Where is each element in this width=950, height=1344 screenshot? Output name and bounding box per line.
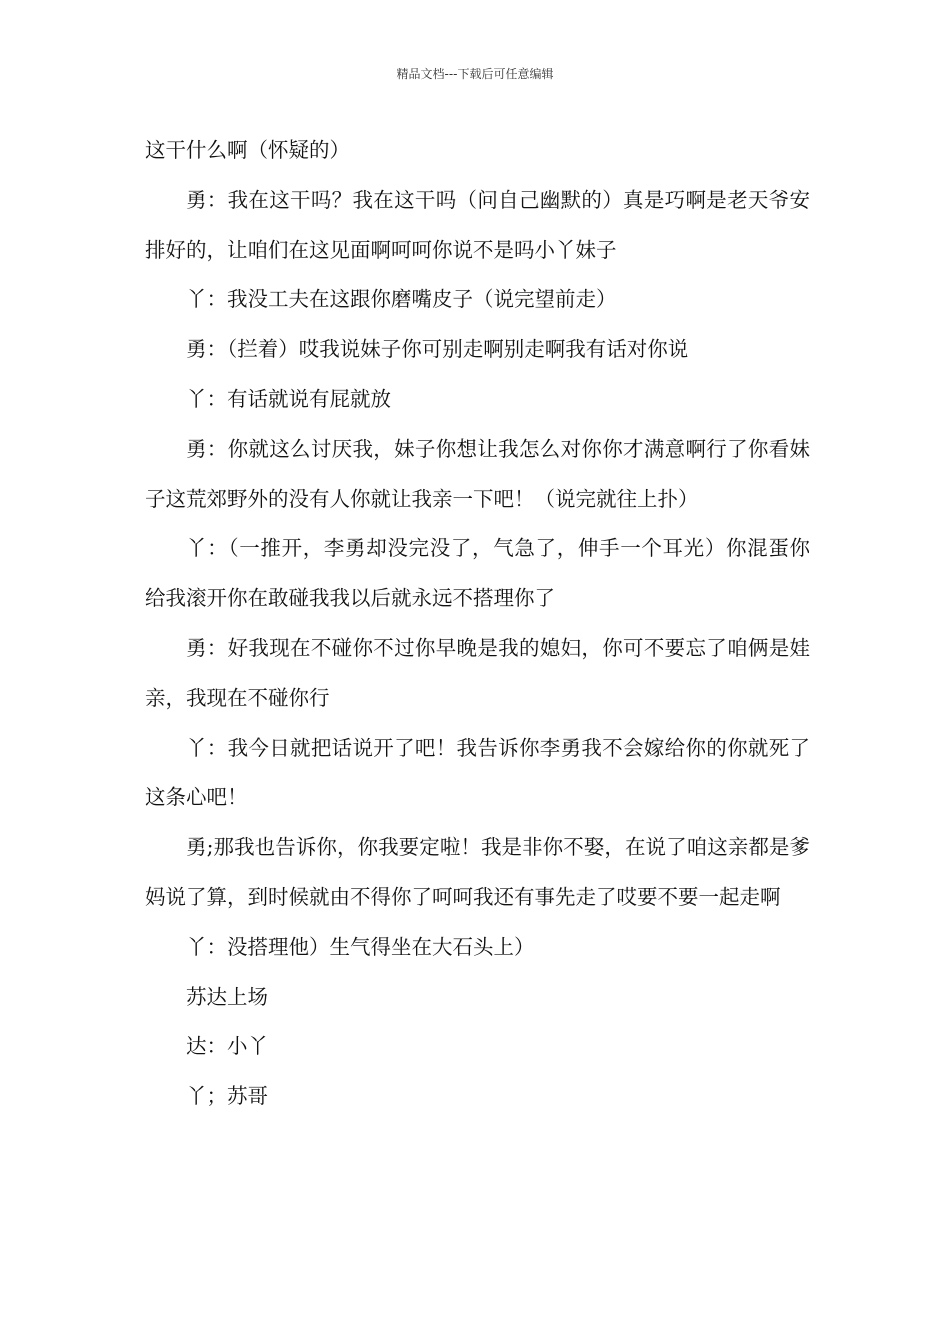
paragraph-13: 达：小丫	[186, 1034, 268, 1059]
paragraph-4: 勇：（拦着）哎我说妹子你可别走啊别走啊我有话对你说	[186, 337, 689, 362]
paragraph-3: 丫：我没工夫在这跟你磨嘴皮子（说完望前走）	[186, 287, 617, 312]
paragraph-8: 勇：好我现在不碰你不过你早晚是我的媳妇，你可不要忘了咱俩是娃亲，我现在不碰你行	[145, 635, 810, 710]
paragraph-7: 丫：（一推开，李勇却没完没了，气急了，伸手一个耳光）你混蛋你给我滚开你在敢碰我我以后就永远不搭理你了	[145, 536, 810, 611]
paragraph-2: 勇：我在这干吗？我在这干吗（问自己幽默的）真是巧啊是老天爷安排好的，让咱们在这见面啊呵呵你说不是吗小丫妹子	[145, 187, 810, 262]
paragraph-6: 勇：你就这么讨厌我，妹子你想让我怎么对你你才满意啊行了你看妹子这荒郊野外的没有人你就让我亲一下吧！（说完就往上扑）	[145, 436, 810, 511]
paragraph-12: 苏达上场	[186, 984, 268, 1009]
paragraph-11: 丫：没搭理他）生气得坐在大石头上）	[186, 934, 535, 959]
page-header: 精品文档---下载后可任意编辑	[396, 67, 554, 81]
paragraph-10: 勇;那我也告诉你，你我要定啦！我是非你不娶，在说了咱这亲都是爹妈说了算，到时候就由不得你了呵呵我还有事先走了哎要不要一起走啊	[145, 835, 810, 909]
script-body	[145, 126, 810, 1122]
paragraph-1: 这干什么啊（怀疑的）	[145, 138, 350, 162]
paragraph-14: 丫；苏哥	[186, 1084, 268, 1109]
paragraph-9: 丫：我今日就把话说开了吧！我告诉你李勇我不会嫁给你的你就死了这条心吧！	[145, 735, 810, 810]
paragraph-5: 丫：有话就说有屁就放	[186, 386, 391, 411]
